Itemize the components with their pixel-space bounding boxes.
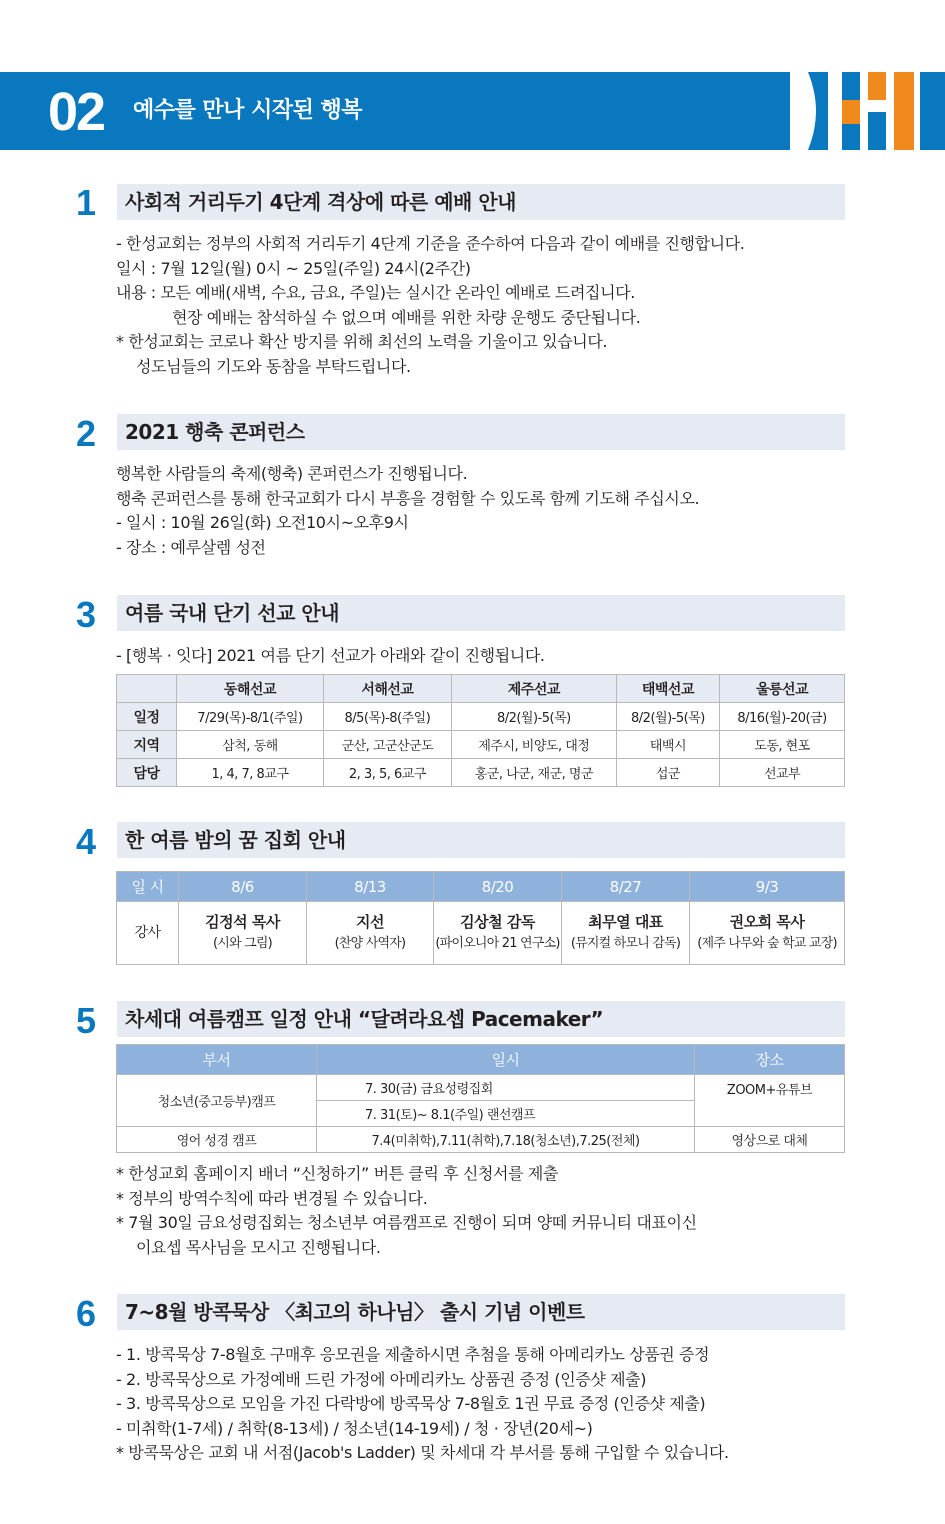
table-row xyxy=(117,1127,845,1153)
speaker-name: 최무열 대표 xyxy=(588,913,663,931)
table-header-cell: 부서 xyxy=(117,1045,317,1075)
body-line: - 2. 방콕묵상으로 가정예배 드린 가정에 아메리카노 상품권 증정 (인증샷 제출) xyxy=(116,1369,647,1389)
table-header-cell: 제주선교 xyxy=(451,675,616,703)
table-header-row xyxy=(117,1045,845,1075)
table-cell: 제주시, 비양도, 대정 xyxy=(451,731,616,759)
table-header-cell: 8/13 xyxy=(307,872,434,902)
speaker-name: 지선 xyxy=(356,913,384,931)
date-cell: 7. 31(토)~ 8.1(주일) 랜선캠프 xyxy=(317,1101,695,1127)
section-3-body xyxy=(116,644,545,669)
body-line: - 미취학(1-7세) / 취학(8-13세) / 청소년(14-19세) / 청 · 장년(20세~) xyxy=(116,1418,593,1438)
date-cell: 7. 30(금) 금요성령집회 xyxy=(317,1075,695,1101)
table-cell: 8/2(월)-5(목) xyxy=(451,703,616,731)
table-header-row xyxy=(117,675,845,703)
speaker-desc: (찬양 사역자) xyxy=(334,936,406,951)
table-header-cell: 장소 xyxy=(695,1045,845,1075)
body-line: - 일시 : 10월 26일(화) 오전10시~오후9시 xyxy=(116,513,409,532)
table-cell: 군산, 고군산군도 xyxy=(323,731,451,759)
row-header-cell: 지역 xyxy=(117,731,177,759)
table-row xyxy=(117,731,845,759)
table-cell: 태백시 xyxy=(616,731,719,759)
church-logo xyxy=(790,72,945,150)
speaker-cell xyxy=(690,902,845,965)
speaker-cell xyxy=(179,902,307,965)
table-cell: 8/5(목)-8(주일) xyxy=(323,703,451,731)
section-4-title: 한 여름 밤의 꿈 집회 안내 xyxy=(125,828,346,852)
table-header-cell: 8/6 xyxy=(179,872,307,902)
section-6-title: 7~8월 방콕묵상 〈최고의 하나님〉 출시 기념 이벤트 xyxy=(125,1300,585,1324)
table-header-row xyxy=(117,872,845,902)
speaker-name: 권오희 목사 xyxy=(729,913,805,931)
speaker-desc: (뮤지컬 하모니 감독) xyxy=(570,936,681,951)
table-cell: 8/2(월)-5(목) xyxy=(616,703,719,731)
section-2-body xyxy=(116,462,699,560)
table-header-cell: 9/3 xyxy=(690,872,845,902)
section-3-number: 3 xyxy=(76,594,97,635)
table-header-cell: 8/20 xyxy=(434,872,562,902)
body-line: * 방콕묵상은 교회 내 서점(Jacob's Ladder) 및 차세대 각 부서를 통해 구입할 수 있습니다. xyxy=(116,1443,729,1462)
section-1-number: 1 xyxy=(76,182,97,223)
table-header-cell: 서해선교 xyxy=(323,675,451,703)
table-header-cell: 동해선교 xyxy=(177,675,324,703)
body-line: - 장소 : 예루살렘 성전 xyxy=(116,537,266,557)
body-line: 행축 콘퍼런스를 통해 한국교회가 다시 부흥을 경험할 수 있도록 함께 기도해 주십시오. xyxy=(116,488,700,508)
body-line: 일시 : 7월 12일(월) 0시 ~ 25일(주일) 24시(2주간) xyxy=(116,258,471,278)
date-cell: 7.4(미취학),7.11(취학),7.18(청소년),7.25(전체) xyxy=(317,1127,695,1153)
body-line: - 3. 방콕묵상으로 모임을 가진 다락방에 방콕묵상 7-8월호 1권 무료 증정 (인증샷 제출) xyxy=(116,1394,706,1413)
dept-cell: 영어 성경 캠프 xyxy=(117,1127,317,1153)
row-header-cell: 담당 xyxy=(117,759,177,787)
table-header-cell: 일시 xyxy=(317,1045,695,1075)
summer-night-table xyxy=(116,871,845,965)
section-4-number: 4 xyxy=(76,821,97,862)
table-header-cell: 울릉선교 xyxy=(720,675,845,703)
table-row xyxy=(117,759,845,787)
table-header-cell: 8/27 xyxy=(562,872,690,902)
section-6-number: 6 xyxy=(76,1293,97,1334)
speaker-name: 김정석 목사 xyxy=(205,913,280,931)
speaker-desc: (시와 그림) xyxy=(213,936,272,951)
body-line: - 1. 방콕묵상 7-8월호 구매후 응모권을 제출하시면 추첨을 통해 아메리카노 상품권 증정 xyxy=(116,1345,710,1364)
table-cell: 선교부 xyxy=(720,759,845,787)
table-corner-cell xyxy=(117,675,177,703)
header-title: 예수를 만나 시작된 행복 xyxy=(133,98,362,123)
section-1-body xyxy=(116,232,744,379)
row-header-cell: 강사 xyxy=(117,902,179,965)
section-2-number: 2 xyxy=(76,413,97,454)
place-cell: ZOOM+유튜브 xyxy=(695,1075,845,1127)
row-header-cell: 일정 xyxy=(117,703,177,731)
table-cell: 삼척, 동해 xyxy=(177,731,324,759)
speaker-desc: (제주 나무와 숲 학교 교장) xyxy=(697,936,837,951)
table-cell: 7/29(목)-8/1(주일) xyxy=(177,703,324,731)
section-5-title: 차세대 여름캠프 일정 안내 “달려라요셉 Pacemaker” xyxy=(125,1007,604,1031)
body-line: 현장 예배는 참석하실 수 없으며 예배를 위한 차량 운행도 중단됩니다. xyxy=(172,307,641,327)
table-row xyxy=(117,902,845,965)
table-cell: 도동, 현포 xyxy=(720,731,845,759)
section-3-title: 여름 국내 단기 선교 안내 xyxy=(125,601,340,625)
body-line: 성도님들의 기도와 동참을 부탁드립니다. xyxy=(136,356,411,376)
speaker-cell xyxy=(307,902,434,965)
body-line: * 한성교회는 코로나 확산 방지를 위해 최선의 노력을 기울이고 있습니다. xyxy=(116,332,608,351)
speaker-desc: (파이오니아 21 연구소) xyxy=(435,936,560,951)
body-line: 행복한 사람들의 축제(행축) 콘퍼런스가 진행됩니다. xyxy=(116,464,468,483)
table-header-cell: 태백선교 xyxy=(616,675,719,703)
table-header-cell: 일 시 xyxy=(117,872,179,902)
note-line: 이요셉 목사님을 모시고 진행됩니다. xyxy=(136,1237,381,1257)
section-1-title: 사회적 거리두기 4단계 격상에 따른 예배 안내 xyxy=(125,190,516,214)
section-5-notes xyxy=(116,1162,697,1260)
table-cell: 홍군, 나군, 재군, 명군 xyxy=(451,759,616,787)
speaker-cell xyxy=(434,902,562,965)
section-6-body xyxy=(116,1343,729,1466)
table-row xyxy=(117,703,845,731)
table-cell: 섭군 xyxy=(616,759,719,787)
note-line: * 7월 30일 금요성령집회는 청소년부 여름캠프로 진행이 되며 양떼 커뮤니티 대표이신 xyxy=(116,1213,697,1232)
table-row xyxy=(117,1075,845,1101)
mission-table xyxy=(116,674,845,787)
camp-table xyxy=(116,1044,845,1153)
table-cell: 8/16(월)-20(금) xyxy=(720,703,845,731)
body-line: - 한성교회는 정부의 사회적 거리두기 4단계 기준을 준수하여 다음과 같이 예배를 진행합니다. xyxy=(116,234,745,253)
place-cell: 영상으로 대체 xyxy=(695,1127,845,1153)
note-line: * 정부의 방역수칙에 따라 변경될 수 있습니다. xyxy=(116,1188,428,1208)
speaker-cell xyxy=(562,902,690,965)
speaker-name: 김상철 감독 xyxy=(460,913,535,931)
note-line: * 한성교회 홈페이지 배너 “신청하기” 버튼 클릭 후 신청서를 제출 xyxy=(116,1164,558,1183)
section-5-number: 5 xyxy=(76,1000,97,1041)
section-2-title: 2021 행축 콘퍼런스 xyxy=(125,420,305,444)
body-line: 내용 : 모든 예배(새벽, 수요, 금요, 주일)는 실시간 온라인 예배로 드려집니다. xyxy=(116,283,635,302)
body-line: - [행복 · 잇다] 2021 여름 단기 선교가 아래와 같이 진행됩니다. xyxy=(116,646,545,665)
table-cell: 1, 4, 7, 8교구 xyxy=(177,759,324,787)
header-number: 02 xyxy=(48,82,105,142)
dept-cell: 청소년(중고등부)캠프 xyxy=(117,1075,317,1127)
table-cell: 2, 3, 5, 6교구 xyxy=(323,759,451,787)
